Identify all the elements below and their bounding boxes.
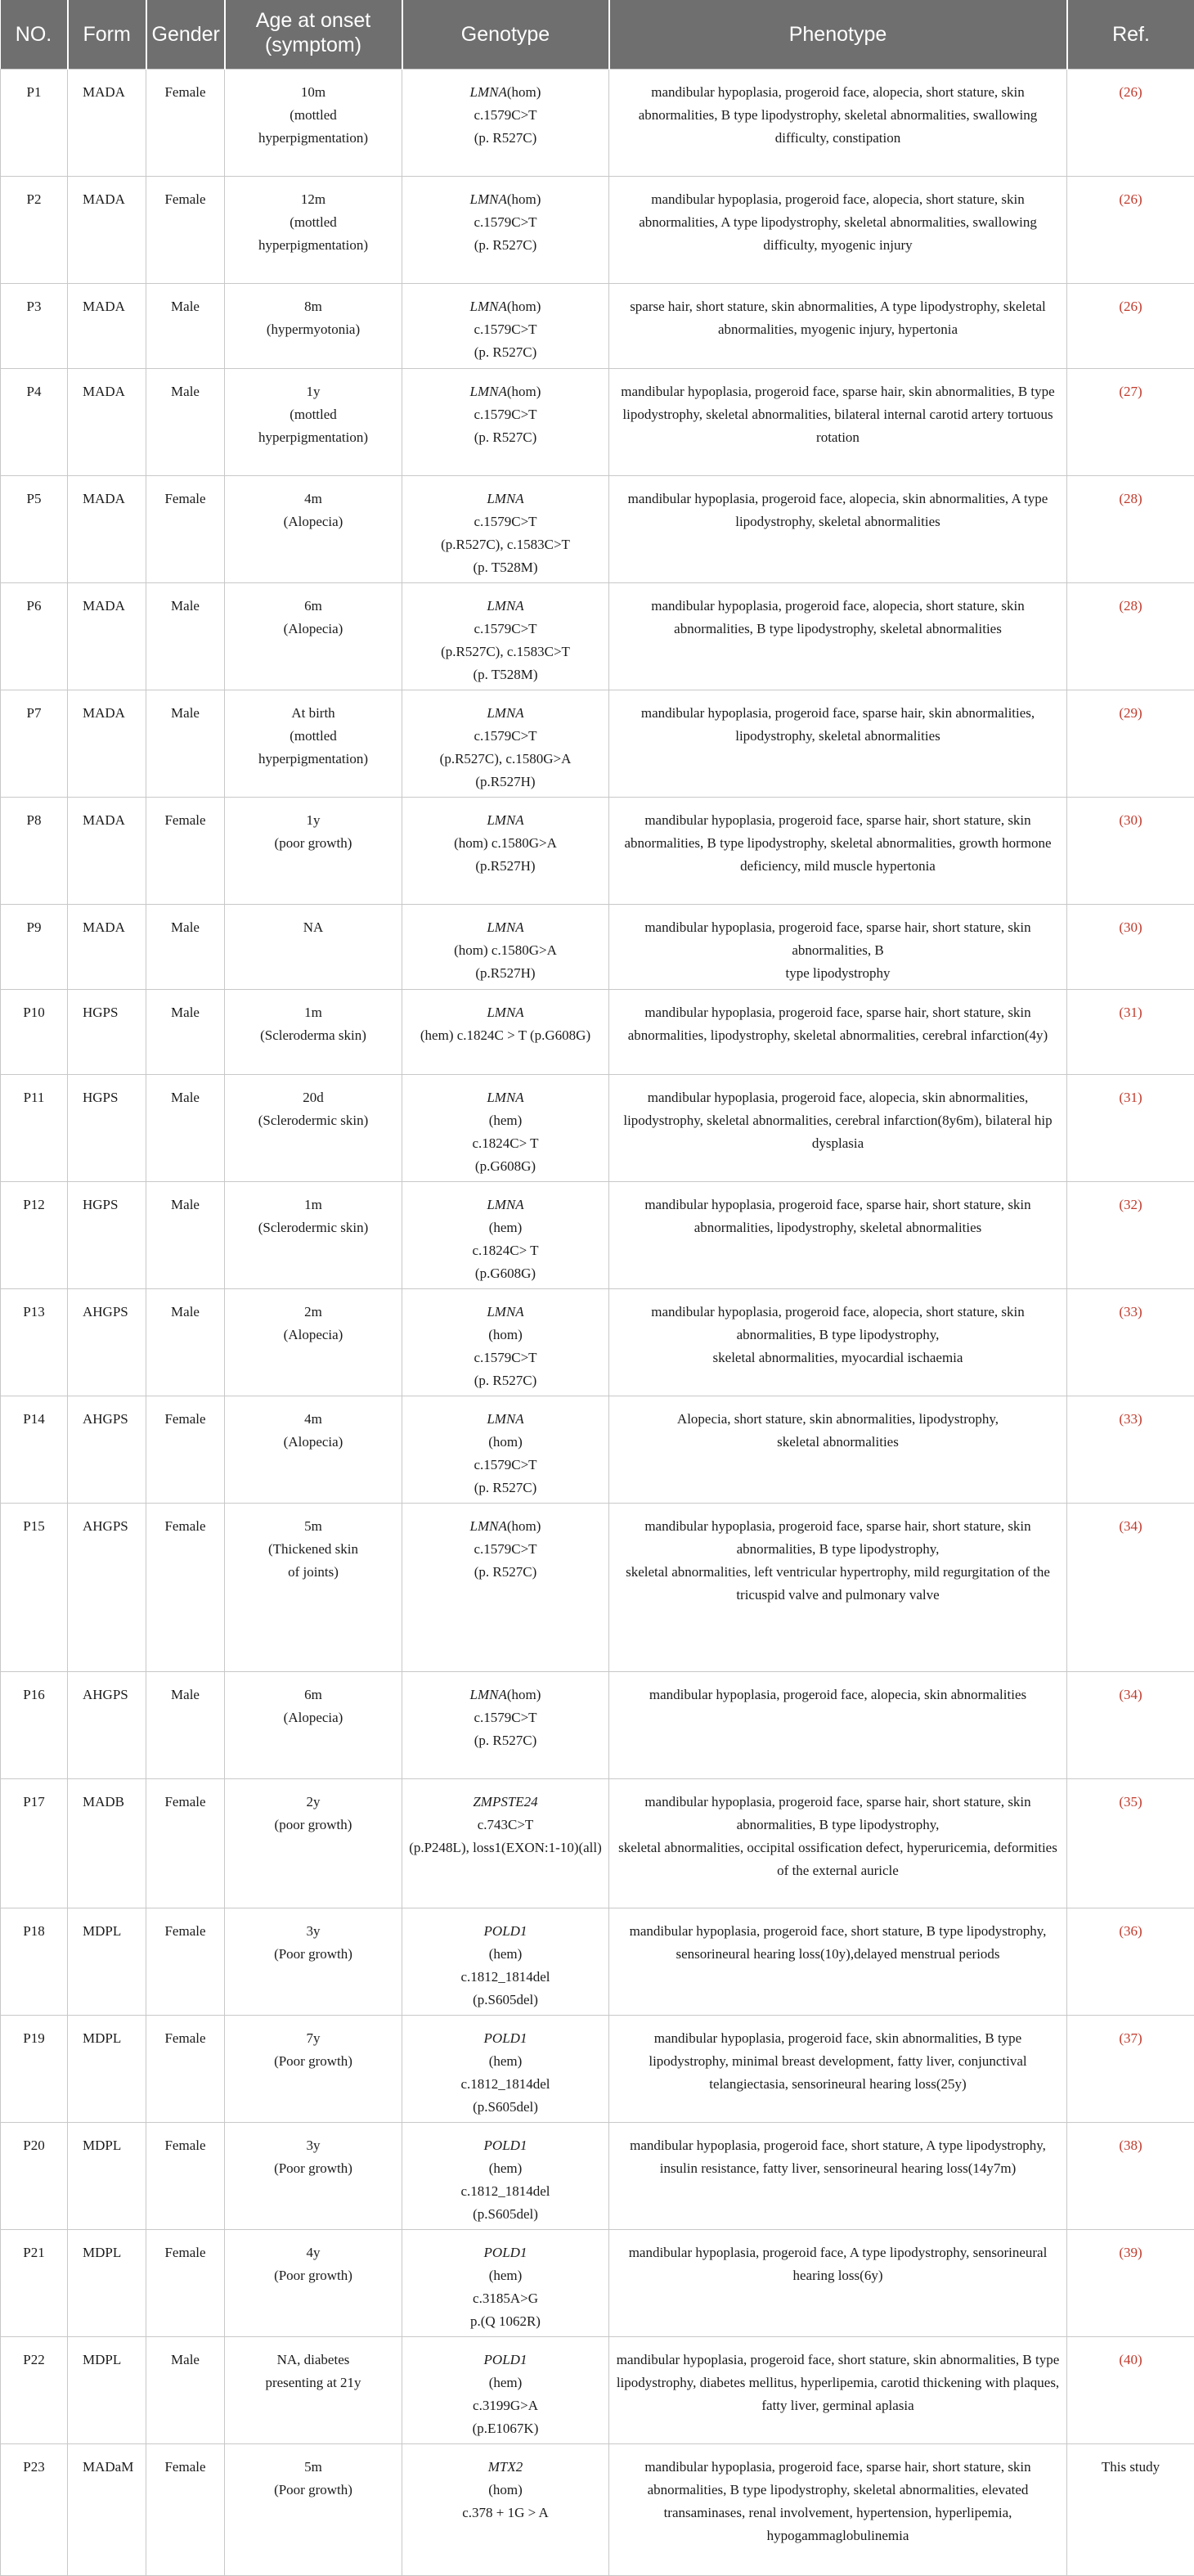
cell-no: P10 xyxy=(1,989,68,1074)
table-row xyxy=(1,1503,1194,1671)
cell-genotype xyxy=(402,2015,609,2122)
table-row xyxy=(1,1181,1194,1288)
cell-genotype xyxy=(402,2122,609,2229)
cell-genotype xyxy=(402,1074,609,1181)
cell-genotype xyxy=(402,690,609,797)
cell-form: MDPL xyxy=(68,2122,146,2229)
reference-link[interactable]: 26 xyxy=(1124,299,1138,314)
cell-form: MADB xyxy=(68,1778,146,1908)
table-row xyxy=(1,1778,1194,1908)
cell-no: P20 xyxy=(1,2122,68,2229)
cell-genotype xyxy=(402,1396,609,1503)
reference-link[interactable]: 33 xyxy=(1124,1411,1138,1427)
genotype-detail: (hom) c.1579C>T (p. R527C) xyxy=(474,1327,536,1388)
table-body xyxy=(1,69,1194,2575)
cell-genotype xyxy=(402,904,609,989)
cell-genotype xyxy=(402,1671,609,1778)
cell-no: P12 xyxy=(1,1181,68,1288)
table-row xyxy=(1,690,1194,797)
table-row xyxy=(1,69,1194,176)
table-row xyxy=(1,283,1194,368)
cell-gender: Female xyxy=(146,2122,225,2229)
gene-name: LMNA xyxy=(487,705,523,721)
cell-age: 20d (Sclerodermic skin) xyxy=(225,1074,402,1181)
cell-gender: Male xyxy=(146,2336,225,2443)
reference-text: This study xyxy=(1102,2459,1160,2475)
cell-age: 7y (Poor growth) xyxy=(225,2015,402,2122)
table-row xyxy=(1,176,1194,283)
table-row xyxy=(1,1671,1194,1778)
genotype-detail: (hom) c.1579C>T (p. R527C) xyxy=(474,1434,536,1495)
cell-gender: Female xyxy=(146,2229,225,2336)
cell-phenotype: mandibular hypoplasia, progeroid face, alopecia, short stature, skin abnormalities, B type lipodystrophy, skeletal abnormalities, swallowing difficulty, constipation xyxy=(609,69,1067,176)
table-row xyxy=(1,475,1194,582)
cell-ref: (26) xyxy=(1067,176,1194,283)
cell-age: 2m (Alopecia) xyxy=(225,1288,402,1396)
header-gender: Gender xyxy=(146,0,225,69)
table-row xyxy=(1,2122,1194,2229)
gene-name: LMNA xyxy=(470,1518,507,1534)
cell-no: P23 xyxy=(1,2443,68,2575)
genotype-detail: c.1579C>T (p.R527C), c.1583C>T (p. T528M) xyxy=(441,514,570,575)
cell-gender: Female xyxy=(146,1396,225,1503)
cell-ref: (29) xyxy=(1067,690,1194,797)
cell-phenotype: mandibular hypoplasia, progeroid face, alopecia, skin abnormalities, lipodystrophy, skeletal abnormalities, cerebral infarction(8y6m), bilateral hip dysplasia xyxy=(609,1074,1067,1181)
cell-no: P13 xyxy=(1,1288,68,1396)
cell-age: 1m (Scleroderma skin) xyxy=(225,989,402,1074)
cell-phenotype: mandibular hypoplasia, progeroid face, sparse hair, skin abnormalities, B type lipodystrophy, skeletal abnormalities, bilateral internal carotid artery tortuous rotation xyxy=(609,368,1067,475)
gene-name: LMNA xyxy=(470,384,507,399)
cell-ref: (32) xyxy=(1067,1181,1194,1288)
cell-no: P21 xyxy=(1,2229,68,2336)
cell-gender: Male xyxy=(146,368,225,475)
genotype-detail: c.743C>T (p.P248L), loss1(EXON:1-10)(all) xyxy=(409,1817,602,1855)
reference-link[interactable]: 31 xyxy=(1124,1005,1138,1020)
gene-name: LMNA xyxy=(487,1304,523,1319)
cell-phenotype: mandibular hypoplasia, progeroid face, short stature, B type lipodystrophy, sensorineural hearing loss(10y),delayed menstrual periods xyxy=(609,1908,1067,2015)
cell-ref: (34) xyxy=(1067,1671,1194,1778)
cell-form: MDPL xyxy=(68,2015,146,2122)
cell-phenotype: mandibular hypoplasia, progeroid face, sparse hair, short stature, skin abnormalities, B type lipodystrophy, skeletal abnormalities, growth hormone deficiency, mild muscle hypertonia xyxy=(609,797,1067,904)
genotype-detail: (hom) c.1579C>T (p. R527C) xyxy=(474,1518,541,1580)
reference-link[interactable]: 26 xyxy=(1124,84,1138,100)
cell-phenotype: mandibular hypoplasia, progeroid face, sparse hair, short stature, skin abnormalities, B type lipodystrophy, skeletal abnormalities, elevated transaminases, renal involvement, hypertension, hyperlipemia, hypogammaglobulinemia xyxy=(609,2443,1067,2575)
reference-link[interactable]: 32 xyxy=(1124,1197,1138,1212)
cell-form: MDPL xyxy=(68,2229,146,2336)
cell-form: MADA xyxy=(68,69,146,176)
cell-phenotype: mandibular hypoplasia, progeroid face, sparse hair, short stature, skin abnormalities, lipodystrophy, skeletal abnormalities xyxy=(609,1181,1067,1288)
cell-gender: Male xyxy=(146,690,225,797)
genotype-detail: (hom) c.378 + 1G > A xyxy=(462,2482,549,2520)
genotype-detail: (hem) c.3185A>G p.(Q 1062R) xyxy=(470,2268,541,2329)
gene-name: LMNA xyxy=(470,191,507,207)
gene-name: LMNA xyxy=(487,491,523,506)
cell-no: P19 xyxy=(1,2015,68,2122)
cell-ref: (27) xyxy=(1067,368,1194,475)
gene-name: LMNA xyxy=(487,919,523,935)
cell-gender: Female xyxy=(146,475,225,582)
cell-gender: Male xyxy=(146,904,225,989)
cell-ref: (33) xyxy=(1067,1396,1194,1503)
cell-genotype xyxy=(402,582,609,690)
cell-gender: Male xyxy=(146,1074,225,1181)
table-row xyxy=(1,904,1194,989)
cell-gender: Male xyxy=(146,283,225,368)
cell-age: NA, diabetes presenting at 21y xyxy=(225,2336,402,2443)
gene-name: POLD1 xyxy=(484,2030,527,2046)
table-row xyxy=(1,582,1194,690)
cell-form: MDPL xyxy=(68,1908,146,2015)
cell-phenotype: sparse hair, short stature, skin abnormalities, A type lipodystrophy, skeletal abnormalities, myogenic injury, hypertonia xyxy=(609,283,1067,368)
cell-no: P6 xyxy=(1,582,68,690)
cell-form: MADA xyxy=(68,475,146,582)
reference-link[interactable]: 34 xyxy=(1124,1687,1138,1702)
genotype-detail: (hem) c.1824C > T (p.G608G) xyxy=(420,1027,590,1043)
cell-phenotype: mandibular hypoplasia, progeroid face, sparse hair, short stature, skin abnormalities, B type lipodystrophy, skeletal abnormalities, left ventricular hypertrophy, mild regurgitation of the tricuspid valve and pulmonary valve xyxy=(609,1503,1067,1671)
cell-age: 8m (hypermyotonia) xyxy=(225,283,402,368)
cell-age: 2y (poor growth) xyxy=(225,1778,402,1908)
gene-name: MTX2 xyxy=(488,2459,523,2475)
reference-link[interactable]: 36 xyxy=(1124,1923,1138,1939)
cell-age: 6m (Alopecia) xyxy=(225,582,402,690)
cell-age: 1m (Sclerodermic skin) xyxy=(225,1181,402,1288)
header-phenotype: Phenotype xyxy=(609,0,1067,69)
cell-genotype xyxy=(402,176,609,283)
reference-link[interactable]: 38 xyxy=(1124,2138,1138,2153)
header-genotype: Genotype xyxy=(402,0,609,69)
cell-form: MADA xyxy=(68,904,146,989)
table-row xyxy=(1,368,1194,475)
cell-phenotype: mandibular hypoplasia, progeroid face, sparse hair, short stature, skin abnormalities, lipodystrophy, skeletal abnormalities, cerebral infarction(4y) xyxy=(609,989,1067,1074)
cell-age: 12m (mottled hyperpigmentation) xyxy=(225,176,402,283)
cell-no: P8 xyxy=(1,797,68,904)
gene-name: LMNA xyxy=(487,1090,523,1105)
cell-form: AHGPS xyxy=(68,1671,146,1778)
reference-link[interactable]: 26 xyxy=(1124,191,1138,207)
cell-form: MADA xyxy=(68,582,146,690)
cell-genotype xyxy=(402,989,609,1074)
cell-gender: Female xyxy=(146,2015,225,2122)
cell-genotype xyxy=(402,1778,609,1908)
reference-link[interactable]: 34 xyxy=(1124,1518,1138,1534)
cell-gender: Male xyxy=(146,989,225,1074)
genotype-detail: (hem) c.1812_1814del (p.S605del) xyxy=(460,2160,550,2222)
cell-genotype xyxy=(402,797,609,904)
genotype-detail: (hem) c.3199G>A (p.E1067K) xyxy=(473,2375,539,2436)
gene-name: LMNA xyxy=(470,299,507,314)
cell-gender: Female xyxy=(146,797,225,904)
cell-age: 3y (Poor growth) xyxy=(225,1908,402,2015)
cell-gender: Female xyxy=(146,1778,225,1908)
cell-phenotype: mandibular hypoplasia, progeroid face, skin abnormalities, B type lipodystrophy, minimal breast development, fatty liver, conjunctival telangiectasia, sensorineural hearing loss(25y) xyxy=(609,2015,1067,2122)
cell-gender: Male xyxy=(146,582,225,690)
table-row xyxy=(1,797,1194,904)
cell-genotype xyxy=(402,1288,609,1396)
cell-ref: (28) xyxy=(1067,582,1194,690)
cell-age: At birth (mottled hyperpigmentation) xyxy=(225,690,402,797)
cell-phenotype: mandibular hypoplasia, progeroid face, short stature, A type lipodystrophy, insulin resistance, fatty liver, sensorineural hearing loss(14y7m) xyxy=(609,2122,1067,2229)
cell-genotype xyxy=(402,1908,609,2015)
cell-phenotype: mandibular hypoplasia, progeroid face, alopecia, skin abnormalities, A type lipodystrophy, skeletal abnormalities xyxy=(609,475,1067,582)
cell-gender: Male xyxy=(146,1671,225,1778)
cell-phenotype: mandibular hypoplasia, progeroid face, alopecia, short stature, skin abnormalities, A type lipodystrophy, skeletal abnormalities, swallowing difficulty, myogenic injury xyxy=(609,176,1067,283)
genotype-detail: (hom) c.1580G>A (p.R527H) xyxy=(454,835,557,874)
reference-link[interactable]: 29 xyxy=(1124,705,1138,721)
gene-name: LMNA xyxy=(487,1005,523,1020)
cell-phenotype: mandibular hypoplasia, progeroid face, sparse hair, short stature, skin abnormalities, B type lipodystrophy xyxy=(609,904,1067,989)
cell-form: MADA xyxy=(68,690,146,797)
cell-form: MADA xyxy=(68,176,146,283)
cell-ref: (33) xyxy=(1067,1288,1194,1396)
gene-name: LMNA xyxy=(487,1411,523,1427)
table-row xyxy=(1,1908,1194,2015)
cell-genotype xyxy=(402,1503,609,1671)
reference-link[interactable]: 30 xyxy=(1124,812,1138,828)
cell-ref: (30) xyxy=(1067,797,1194,904)
table-row xyxy=(1,1288,1194,1396)
genotype-detail: (hom) c.1579C>T (p. R527C) xyxy=(474,384,541,445)
table-row xyxy=(1,2229,1194,2336)
table-row xyxy=(1,2336,1194,2443)
cell-form: AHGPS xyxy=(68,1503,146,1671)
reference-link[interactable]: 37 xyxy=(1124,2030,1138,2046)
genotype-detail: (hem) c.1824C> T (p.G608G) xyxy=(472,1220,538,1281)
cell-phenotype: mandibular hypoplasia, progeroid face, short stature, skin abnormalities, B type lipodystrophy, diabetes mellitus, hyperlipemia, carotid thickening with plaques, fatty liver, germinal aplasia xyxy=(609,2336,1067,2443)
genotype-detail: (hem) c.1824C> T (p.G608G) xyxy=(472,1113,538,1174)
header-no: NO. xyxy=(1,0,68,69)
cell-genotype xyxy=(402,2443,609,2575)
cell-age: NA xyxy=(225,904,402,989)
cell-no: P3 xyxy=(1,283,68,368)
cell-ref: (40) xyxy=(1067,2336,1194,2443)
cell-no: P7 xyxy=(1,690,68,797)
table-row xyxy=(1,1396,1194,1503)
cell-genotype xyxy=(402,283,609,368)
cell-age: 6m (Alopecia) xyxy=(225,1671,402,1778)
cell-ref: (26) xyxy=(1067,283,1194,368)
genotype-detail: (hom) c.1579C>T (p. R527C) xyxy=(474,1687,541,1748)
cell-form: MADaM xyxy=(68,2443,146,2575)
cell-genotype xyxy=(402,69,609,176)
cell-age: 5m (Poor growth) xyxy=(225,2443,402,2575)
cell-age: 1y (poor growth) xyxy=(225,797,402,904)
cell-form: MADA xyxy=(68,283,146,368)
cell-no: P17 xyxy=(1,1778,68,1908)
cell-gender: Female xyxy=(146,1503,225,1671)
gene-name: POLD1 xyxy=(484,2352,527,2367)
header-age-at-onset: Age at onset (symptom) xyxy=(225,0,402,69)
gene-name: LMNA xyxy=(470,84,507,100)
header-ref: Ref. xyxy=(1067,0,1194,69)
gene-name: LMNA xyxy=(487,598,523,614)
cell-phenotype: mandibular hypoplasia, progeroid face, alopecia, skin abnormalities xyxy=(609,1671,1067,1778)
cell-gender: Female xyxy=(146,176,225,283)
cell-genotype xyxy=(402,1181,609,1288)
cell-form: MADA xyxy=(68,797,146,904)
cell-ref: (26) xyxy=(1067,69,1194,176)
cell-form: HGPS xyxy=(68,1181,146,1288)
cell-no: P2 xyxy=(1,176,68,283)
cell-no: P15 xyxy=(1,1503,68,1671)
cell-phenotype: mandibular hypoplasia, progeroid face, alopecia, short stature, skin abnormalities, B type lipodystrophy, skeletal abnormalities xyxy=(609,582,1067,690)
cell-no: P11 xyxy=(1,1074,68,1181)
cell-phenotype: mandibular hypoplasia, progeroid face, alopecia, short stature, skin abnormalities, B type lipodystrophy, skeletal abnormalities, myocardial ischaemia xyxy=(609,1288,1067,1396)
cell-age: 4y (Poor growth) xyxy=(225,2229,402,2336)
genotype-detail: (hom) c.1579C>T (p. R527C) xyxy=(474,191,541,253)
cell-gender: Female xyxy=(146,1908,225,2015)
cell-age: 3y (Poor growth) xyxy=(225,2122,402,2229)
cell-no: P18 xyxy=(1,1908,68,2015)
cell-genotype xyxy=(402,368,609,475)
gene-name: LMNA xyxy=(470,1687,507,1702)
cell-ref: (37) xyxy=(1067,2015,1194,2122)
table-header xyxy=(1,0,1194,69)
cell-genotype xyxy=(402,475,609,582)
cell-age: 10m (mottled hyperpigmentation) xyxy=(225,69,402,176)
genotype-detail: c.1579C>T (p.R527C), c.1583C>T (p. T528M) xyxy=(441,621,570,682)
cell-form: HGPS xyxy=(68,1074,146,1181)
cell-no: P4 xyxy=(1,368,68,475)
gene-name: POLD1 xyxy=(484,2245,527,2260)
genotype-detail: (hem) c.1812_1814del (p.S605del) xyxy=(460,2053,550,2115)
reference-link[interactable]: 28 xyxy=(1124,491,1138,506)
genotype-detail: (hom) c.1580G>A (p.R527H) xyxy=(454,942,557,981)
cell-age: 5m (Thickened skin of joints) xyxy=(225,1503,402,1671)
cell-ref: (31) xyxy=(1067,1074,1194,1181)
reference-link[interactable]: 40 xyxy=(1124,2352,1138,2367)
cell-no: P14 xyxy=(1,1396,68,1503)
cell-ref: (34) xyxy=(1067,1503,1194,1671)
cell-ref: (39) xyxy=(1067,2229,1194,2336)
cell-form: MDPL xyxy=(68,2336,146,2443)
cell-form: AHGPS xyxy=(68,1288,146,1396)
cell-no: P16 xyxy=(1,1671,68,1778)
cell-ref: (38) xyxy=(1067,2122,1194,2229)
cell-ref: (36) xyxy=(1067,1908,1194,2015)
cell-ref: (30) xyxy=(1067,904,1194,989)
reference-link[interactable]: 33 xyxy=(1124,1304,1138,1319)
cell-form: AHGPS xyxy=(68,1396,146,1503)
cell-gender: Male xyxy=(146,1181,225,1288)
cell-phenotype: mandibular hypoplasia, progeroid face, sparse hair, short stature, skin abnormalities, B type lipodystrophy, skeletal abnormalities, occipital ossification defect, hyperuricemia, deformities of the external auricle xyxy=(609,1778,1067,1908)
genotype-detail: (hem) c.1812_1814del (p.S605del) xyxy=(460,1946,550,2007)
cell-no: P22 xyxy=(1,2336,68,2443)
cell-gender: Male xyxy=(146,1288,225,1396)
header-row xyxy=(1,0,1194,69)
genotype-detail: c.1579C>T (p.R527C), c.1580G>A (p.R527H) xyxy=(440,728,572,789)
genotype-detail: (hom) c.1579C>T (p. R527C) xyxy=(474,299,541,360)
cell-genotype xyxy=(402,2229,609,2336)
reference-link[interactable]: 28 xyxy=(1124,598,1138,614)
cell-no: P1 xyxy=(1,69,68,176)
reference-link[interactable]: 27 xyxy=(1124,384,1138,399)
cell-gender: Female xyxy=(146,69,225,176)
reference-link[interactable]: 39 xyxy=(1124,2245,1138,2260)
gene-name: LMNA xyxy=(487,812,523,828)
cell-genotype xyxy=(402,2336,609,2443)
cell-no: P9 xyxy=(1,904,68,989)
table-row xyxy=(1,2443,1194,2575)
cell-phenotype: mandibular hypoplasia, progeroid face, A type lipodystrophy, sensorineural hearing loss(6y) xyxy=(609,2229,1067,2336)
cell-gender: Female xyxy=(146,2443,225,2575)
cell-ref: (31) xyxy=(1067,989,1194,1074)
cell-form: HGPS xyxy=(68,989,146,1074)
gene-name: LMNA xyxy=(487,1197,523,1212)
cell-age: 1y (mottled hyperpigmentation) xyxy=(225,368,402,475)
gene-name: POLD1 xyxy=(484,2138,527,2153)
gene-name: ZMPSTE24 xyxy=(473,1794,537,1809)
cell-ref: (28) xyxy=(1067,475,1194,582)
table-row xyxy=(1,989,1194,1074)
gene-name: POLD1 xyxy=(484,1923,527,1939)
cell-form: MADA xyxy=(68,368,146,475)
cell-age: 4m (Alopecia) xyxy=(225,475,402,582)
cell-phenotype: mandibular hypoplasia, progeroid face, sparse hair, skin abnormalities, lipodystrophy, skeletal abnormalities xyxy=(609,690,1067,797)
cell-ref xyxy=(1067,2443,1194,2575)
reference-link[interactable]: 35 xyxy=(1124,1794,1138,1809)
reference-link[interactable]: 31 xyxy=(1124,1090,1138,1105)
genotype-detail: (hom) c.1579C>T (p. R527C) xyxy=(474,84,541,146)
cell-age: 4m (Alopecia) xyxy=(225,1396,402,1503)
cell-no: P5 xyxy=(1,475,68,582)
cell-ref: (35) xyxy=(1067,1778,1194,1908)
table-row xyxy=(1,2015,1194,2122)
table-row xyxy=(1,1074,1194,1181)
header-form: Form xyxy=(68,0,146,69)
cell-phenotype: Alopecia, short stature, skin abnormalities, lipodystrophy, skeletal abnormalities xyxy=(609,1396,1067,1503)
reference-link[interactable]: 30 xyxy=(1124,919,1138,935)
